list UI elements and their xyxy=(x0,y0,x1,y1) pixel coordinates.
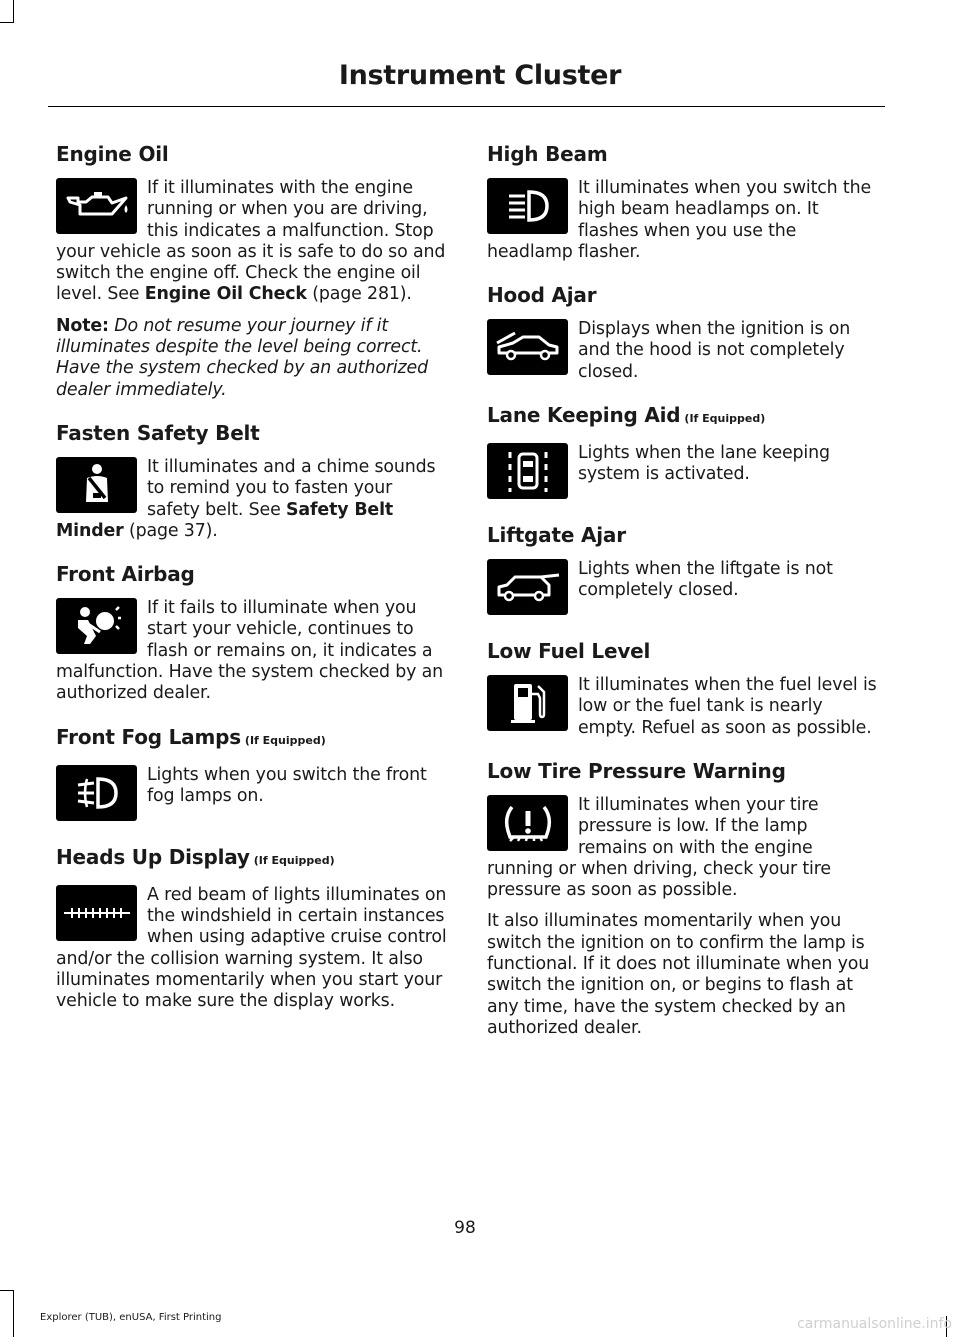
if-equipped-label: (If Equipped) xyxy=(684,412,766,426)
section-body: It illuminates when the fuel level is low or the fuel tank is nearly empty. Refuel as soon as possible. xyxy=(578,675,877,738)
section-title: Low Fuel Level xyxy=(487,639,651,664)
if-equipped-label: (If Equipped) xyxy=(253,853,335,867)
high-beam-icon xyxy=(487,178,568,234)
section-front-airbag xyxy=(56,560,448,704)
section-body: It illuminates when you switch the high beam headlamps on. It flashes when you use the headlamp flasher. xyxy=(487,178,872,262)
right-column xyxy=(487,140,881,1057)
crop-mark xyxy=(13,1290,14,1337)
section-title: Hood Ajar xyxy=(487,283,597,308)
title-text: Front Fog Lamps xyxy=(56,724,241,749)
left-column xyxy=(56,140,448,1030)
section-low-fuel-level xyxy=(487,637,881,739)
page-header-title: Instrument Cluster xyxy=(338,60,622,91)
body-text: If it illuminates with the engine running or when you are driving, this indicates a malfunction. Stop your vehicle as soon as it is safe to do so and switch the engine off. Check the engine oil level. See xyxy=(56,178,446,305)
section-front-fog-lamps xyxy=(56,723,448,825)
crop-mark xyxy=(0,22,14,23)
section-title: Low Tire Pressure Warning xyxy=(487,758,786,783)
page-reference: (page 37). xyxy=(123,520,218,541)
section-liftgate-ajar xyxy=(487,521,881,619)
section-body: If it fails to illuminate when you start your vehicle, continues to flash or remains on, it indicates a malfunction. Have the system checked by an authorized dealer. xyxy=(56,598,444,704)
hood-ajar-icon xyxy=(487,319,568,375)
title-text: Heads Up Display xyxy=(56,844,250,869)
airbag-icon xyxy=(56,598,137,654)
crop-mark xyxy=(13,0,14,22)
section-body-continued: It also illuminates momentarily when you switch the ignition on to confirm the lamp is functional. If it does not illuminate when you switch the ignition on, or begins to flash at any time, have the system checked by an authorized dealer. xyxy=(487,911,870,1038)
section-body: Lights when you switch the front fog lamps on. xyxy=(147,764,427,806)
cross-reference-link[interactable]: Engine Oil Check xyxy=(144,284,307,305)
page-number: 98 xyxy=(454,1218,476,1238)
section-engine-oil xyxy=(56,140,448,401)
page-reference: (page 281). xyxy=(306,284,412,305)
seatbelt-icon xyxy=(56,457,137,513)
section-title: Front Airbag xyxy=(56,562,195,587)
heads-up-display-icon xyxy=(56,885,137,941)
watermark: carmanualsonline.info xyxy=(797,1316,952,1332)
section-title xyxy=(487,401,881,433)
section-lane-keeping-aid xyxy=(487,401,881,503)
oil-can-icon xyxy=(56,178,137,234)
note xyxy=(56,306,448,401)
edition-footer: Explorer (TUB), enUSA, First Printing xyxy=(40,1312,222,1323)
section-body: Displays when the ignition is on and the hood is not completely closed. xyxy=(578,319,851,382)
section-body: A red beam of lights illuminates on the windshield in certain instances when using adaptive cruise control and/or the collision warning system. It also illuminates momentarily when you start your vehicle to make sure the display works. xyxy=(56,884,447,1012)
section-title: Fasten Safety Belt xyxy=(56,420,260,445)
note-text: Do not resume your journey if it illuminates despite the level being correct. Have the system checked by an authorized dealer immediately. xyxy=(56,315,428,400)
cross-reference-link[interactable]: Safety Belt Minder xyxy=(56,499,394,541)
body-text: It illuminates and a chime sounds to remind you to fasten your safety belt. See xyxy=(147,456,436,520)
front-fog-lamp-icon xyxy=(56,765,137,821)
section-title: Engine Oil xyxy=(56,142,169,166)
if-equipped-label: (If Equipped) xyxy=(244,733,326,747)
section-high-beam xyxy=(487,140,881,263)
section-body: It illuminates when your tire pressure is low. If the lamp remains on with the engine running or when driving, check your tire pressure as soon as possible. xyxy=(487,794,831,901)
fuel-pump-icon xyxy=(487,675,568,731)
title-text: Lane Keeping Aid xyxy=(487,403,681,428)
section-fasten-safety-belt xyxy=(56,419,448,542)
section-low-tire-pressure-warning xyxy=(487,757,881,1039)
section-heads-up-display xyxy=(56,843,448,1013)
section-title xyxy=(56,723,448,755)
tire-pressure-icon xyxy=(487,795,568,851)
lane-keeping-icon xyxy=(487,443,568,499)
section-title: High Beam xyxy=(487,142,608,166)
section-title xyxy=(56,843,448,875)
header-rule xyxy=(48,106,885,107)
section-body: Lights when the lane keeping system is activated. xyxy=(578,443,830,485)
note-label: Note: xyxy=(56,315,109,336)
crop-mark xyxy=(0,1290,14,1291)
section-hood-ajar xyxy=(487,281,881,383)
liftgate-ajar-icon xyxy=(487,559,568,615)
section-title: Liftgate Ajar xyxy=(487,523,626,548)
section-body: Lights when the liftgate is not completely closed. xyxy=(578,559,833,601)
